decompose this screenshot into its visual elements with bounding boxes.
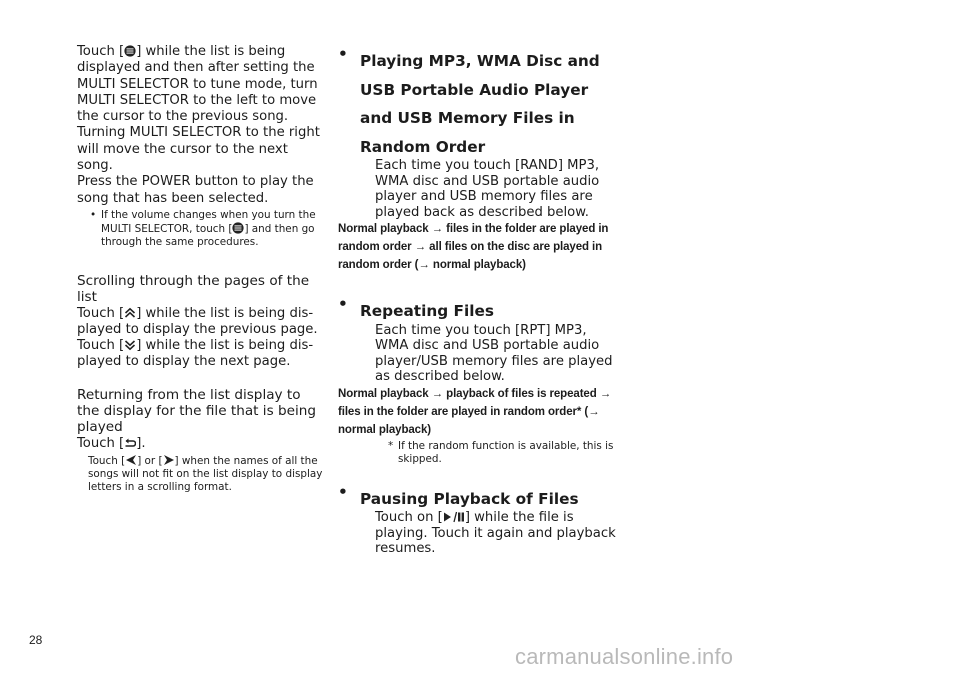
arrow-icon: →	[431, 223, 444, 235]
play-pause-icon	[443, 511, 465, 523]
random-playback-sequence: Normal playback → files in the folder are played in random order → all files on the disc are played in random order (→ normal playback)	[338, 223, 609, 271]
power-paragraph: Press the POWER button to play the song that has been selected.	[77, 174, 314, 206]
scroll-down-paragraph: Touch [ ] while the list is being dis-played to display the next page.	[77, 338, 314, 370]
random-playback-heading: • Playing MP3, WMA Disc and USB Portable Audio Player and USB Memory Files in Random Order	[338, 45, 600, 156]
arrow-icon: →	[599, 387, 612, 400]
list-select-paragraph: Touch [ ] while the list is being displayed and then after setting the MULTI SELECTOR to tune mode, turn MULTI SELECTOR to the left to move the cursor to the previous song. Turning MULTI SELECTOR to the right will move the cursor to the next song.	[77, 44, 320, 174]
right-column	[338, 44, 620, 557]
repeat-sequence: Normal playback → playback of files is repeated → files in the folder are played in random order* (→ normal playback)	[338, 387, 612, 436]
pause-body: Touch on [ ] while the file is playing. Touch it again and playback resumes.	[375, 510, 616, 556]
random-footnote: * If the random function is available, this is skipped.	[388, 439, 614, 465]
pause-heading: • Pausing Playback of Files	[338, 482, 579, 508]
page-number: 28	[29, 633, 43, 647]
double-chevron-down-icon	[124, 339, 136, 351]
return-icon	[124, 437, 136, 449]
left-column	[77, 44, 327, 494]
watermark: carmanualsonline.info	[515, 644, 734, 669]
return-heading: Returning from the list display to the display for the file that is being played	[77, 386, 317, 436]
list-icon	[232, 222, 244, 234]
double-chevron-up-icon	[124, 307, 136, 319]
return-paragraph: Touch [ ].	[77, 435, 146, 451]
arrow-icon: →	[418, 259, 430, 271]
arrow-icon: →	[588, 405, 600, 418]
arrow-icon: →	[431, 387, 444, 400]
random-playback-body: Each time you touch [RAND] MP3, WMA disc and USB portable audio player and USB memory files are played back as described below.	[375, 158, 600, 220]
scroll-heading: Scrolling through the pages of the list	[77, 272, 310, 306]
list-icon	[124, 45, 136, 57]
repeat-body: Each time you touch [RPT] MP3, WMA disc and USB portable audio player/USB memory files are played as described below.	[375, 322, 613, 384]
scroll-letters-note: Touch [ ] or [ ] when the names of all the songs will not fit on the list display to display letters in a scrolling format.	[88, 454, 323, 493]
left-chevron-icon	[125, 454, 137, 466]
scroll-up-paragraph: Touch [ ] while the list is being dis-played to display the previous page.	[77, 305, 318, 337]
arrow-icon: →	[414, 241, 427, 253]
volume-note: • If the volume changes when you turn the MULTI SELECTOR, touch [ ] and then go through the same procedures.	[90, 208, 316, 248]
right-chevron-icon	[163, 454, 175, 466]
repeat-heading: • Repeating Files	[338, 295, 494, 320]
